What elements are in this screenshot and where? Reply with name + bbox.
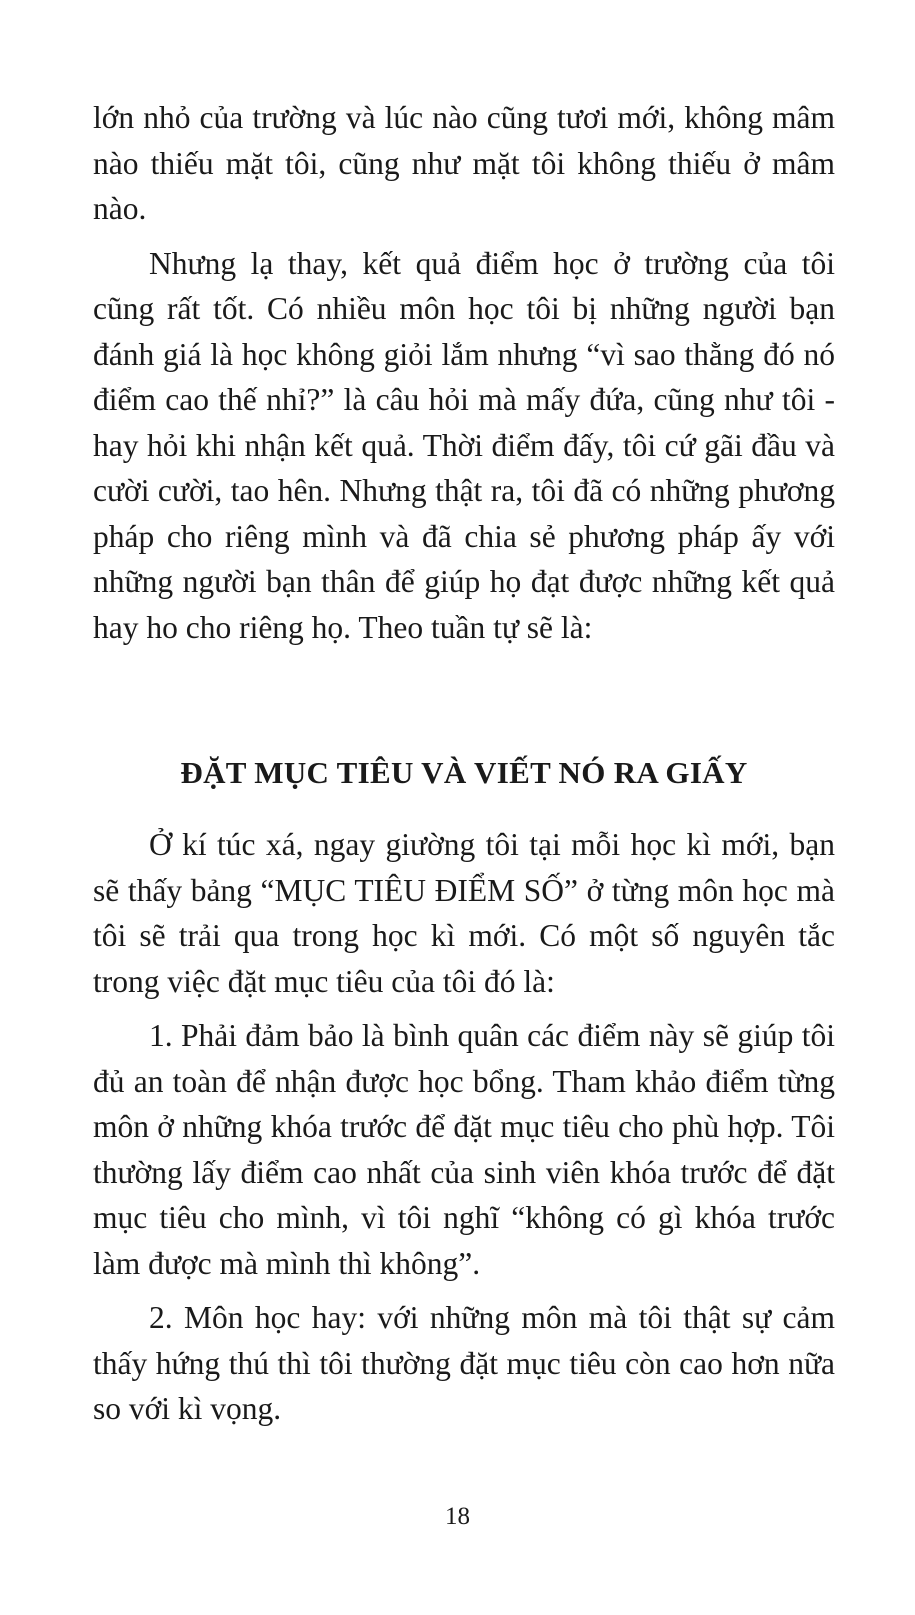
page-number: 18: [445, 1503, 470, 1530]
paragraph-rule-1: 1. Phải đảm bảo là bình quân các điểm này sẽ giúp tôi đủ an toàn để nhận được học bổng. Tham khảo điểm từng môn ở những khóa trước để đặt mục tiêu cho phù hợp. Tôi thường lấy điểm cao nhất của sinh viên khóa trước để đặt mục tiêu cho mình, vì tôi nghĩ “không có gì khóa trước làm được mà mình thì không”.: [93, 1018, 835, 1281]
paragraph-dormitory: Ở kí túc xá, ngay giường tôi tại mỗi học kì mới, bạn sẽ thấy bảng “MỤC TIÊU ĐIỂM SỐ” ở từng môn học mà tôi sẽ trải qua trong học kì mới. Có một số nguyên tắc trong việc đặt mục tiêu của tôi đó là:: [93, 827, 835, 999]
section-heading: ĐẶT MỤC TIÊU VÀ VIẾT NÓ RA GIẤY: [180, 755, 748, 790]
paragraph-rule-2: 2. Môn học hay: với những môn mà tôi thật sự cảm thấy hứng thú thì tôi thường đặt mục tiêu còn cao hơn nữa so với kì vọng.: [93, 1300, 835, 1426]
text-block-top: [93, 95, 835, 650]
paragraph-continuation: lớn nhỏ của trường và lúc nào cũng tươi mới, không mâm nào thiếu mặt tôi, cũng như mặt tôi không thiếu ở mâm nào.: [93, 100, 835, 226]
text-block-bottom: [93, 822, 835, 1432]
paragraph-results: Nhưng lạ thay, kết quả điểm học ở trường của tôi cũng rất tốt. Có nhiều môn học tôi bị những người bạn đánh giá là học không giỏi lắm nhưng “vì sao thằng đó nó điểm cao thế nhỉ?” là câu hỏi mà mấy đứa, cũng như tôi - hay hỏi khi nhận kết quả. Thời điểm đấy, tôi cứ gãi đầu và cười cười, tao hên. Nhưng thật ra, tôi đã có những phương pháp cho riêng mình và đã chia sẻ phương pháp ấy với những người bạn thân để giúp họ đạt được những kết quả hay ho cho riêng họ. Theo tuần tự sẽ là:: [93, 245, 835, 645]
